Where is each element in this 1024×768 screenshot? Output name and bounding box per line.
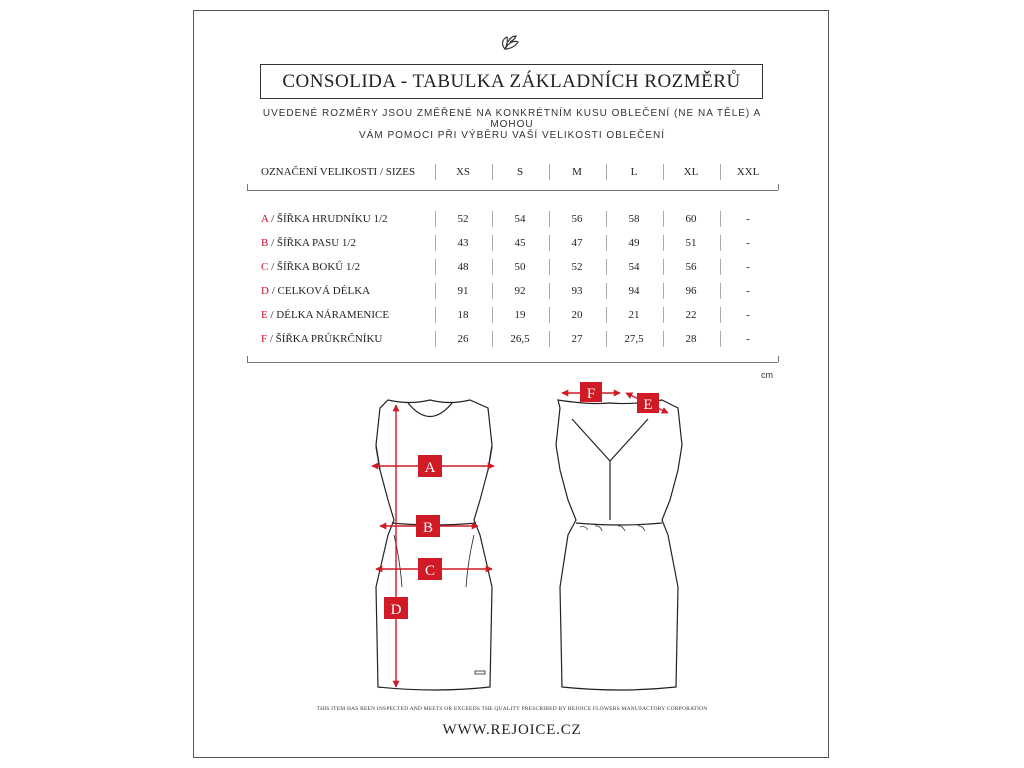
- column-divider: [720, 235, 721, 251]
- column-divider: [549, 235, 550, 251]
- column-divider: [492, 211, 493, 227]
- cell-e-xxl: -: [746, 309, 750, 321]
- cell-c-m: 52: [571, 261, 583, 273]
- size-header-xs: XS: [455, 166, 471, 178]
- size-header-m: M: [572, 166, 582, 178]
- column-divider: [492, 164, 493, 180]
- cell-f-l: 27,5: [624, 333, 644, 345]
- cell-f-xxl: -: [746, 333, 750, 345]
- quality-note: THIS ITEM HAS BEEN INSPECTED AND MEETS OR EXCEEDS THE QUALITY PRESCRIBED BY REJOICE FLOWERS MANUFACTORY CORPORATION: [316, 706, 708, 712]
- cell-e-xs: 18: [457, 309, 469, 321]
- tag-d-text: D: [390, 602, 402, 618]
- sizes-header-label: OZNAČENÍ VELIKOSTI / SIZES: [261, 166, 416, 178]
- column-divider: [549, 331, 550, 347]
- cell-a-s: 54: [514, 213, 526, 225]
- cell-c-xxl: -: [746, 261, 750, 273]
- column-divider: [606, 211, 607, 227]
- column-divider: [492, 307, 493, 323]
- measurement-note: [250, 108, 774, 141]
- cell-e-xl: 22: [685, 309, 697, 321]
- column-divider: [606, 331, 607, 347]
- column-divider: [606, 283, 607, 299]
- column-divider: [663, 307, 664, 323]
- footer-rule: [247, 362, 778, 363]
- column-divider: [663, 331, 664, 347]
- cell-c-l: 54: [628, 261, 640, 273]
- cell-a-m: 56: [571, 213, 583, 225]
- column-divider: [720, 307, 721, 323]
- column-divider: [606, 235, 607, 251]
- tag-b-text: B: [422, 520, 434, 536]
- page-title: CONSOLIDA - TABULKA ZÁKLADNÍCH ROZMĚRŮ: [260, 64, 763, 99]
- column-divider: [492, 259, 493, 275]
- column-divider: [549, 211, 550, 227]
- column-divider: [435, 283, 436, 299]
- column-divider: [492, 331, 493, 347]
- tag-a-text: A: [424, 460, 436, 476]
- cell-c-xs: 48: [457, 261, 469, 273]
- dress-front: [376, 400, 492, 690]
- column-divider: [435, 164, 436, 180]
- column-divider: [663, 235, 664, 251]
- rule-tick: [247, 356, 248, 362]
- row-label-f: F / ŠÍŘKA PRŮKRČNÍKU: [261, 333, 383, 345]
- column-divider: [435, 235, 436, 251]
- column-divider: [720, 331, 721, 347]
- column-divider: [492, 235, 493, 251]
- column-divider: [663, 164, 664, 180]
- cell-b-xl: 51: [685, 237, 697, 249]
- cell-e-m: 20: [571, 309, 583, 321]
- column-divider: [720, 211, 721, 227]
- tag-f-text: F: [586, 386, 596, 402]
- column-divider: [663, 259, 664, 275]
- size-header-s: S: [516, 166, 524, 178]
- column-divider: [606, 307, 607, 323]
- cell-d-m: 93: [571, 285, 583, 297]
- column-divider: [549, 307, 550, 323]
- flower-bud-icon: [499, 33, 523, 51]
- cell-c-xl: 56: [685, 261, 697, 273]
- measurement-note-line-1: UVEDENÉ ROZMĚRY JSOU ZMĚŘENÉ NA KONKRÉTNÍM KUSU OBLEČENÍ (NE NA TĚLE) A MOHOU: [262, 108, 762, 130]
- cell-f-m: 27: [571, 333, 583, 345]
- column-divider: [435, 211, 436, 227]
- cell-d-l: 94: [628, 285, 640, 297]
- cell-e-l: 21: [628, 309, 640, 321]
- rule-tick: [778, 356, 779, 362]
- cell-b-l: 49: [628, 237, 640, 249]
- row-label-b: B / ŠÍŘKA PASU 1/2: [261, 237, 356, 249]
- measurement-note-line-2: VÁM POMOCI PŘI VÝBĚRU VAŠÍ VELIKOSTI OBLEČENÍ: [359, 130, 665, 141]
- column-divider: [492, 283, 493, 299]
- dress-back: [556, 400, 682, 690]
- cell-d-xl: 96: [685, 285, 697, 297]
- rule-tick: [247, 184, 248, 190]
- header-rule: [247, 190, 778, 191]
- cell-f-xs: 26: [457, 333, 469, 345]
- tag-c-text: C: [424, 563, 436, 579]
- column-divider: [606, 259, 607, 275]
- unit-label: cm: [761, 370, 773, 380]
- measurement-markers: [372, 393, 668, 687]
- cell-d-xxl: -: [746, 285, 750, 297]
- cell-d-xs: 91: [457, 285, 469, 297]
- row-label-a: A / ŠÍŘKA HRUDNÍKU 1/2: [261, 213, 388, 225]
- cell-a-xs: 52: [457, 213, 469, 225]
- column-divider: [549, 259, 550, 275]
- website-url[interactable]: WWW.REJOICE.CZ: [442, 722, 582, 738]
- size-table: [245, 156, 780, 366]
- size-header-l: L: [630, 166, 638, 178]
- size-header-xxl: XXL: [736, 166, 760, 178]
- column-divider: [663, 211, 664, 227]
- cell-b-xxl: -: [746, 237, 750, 249]
- column-divider: [720, 164, 721, 180]
- cell-a-l: 58: [628, 213, 640, 225]
- cell-b-m: 47: [571, 237, 583, 249]
- column-divider: [435, 307, 436, 323]
- cell-f-xl: 28: [685, 333, 697, 345]
- rule-tick: [778, 184, 779, 190]
- cell-c-s: 50: [514, 261, 526, 273]
- row-label-e: E / DÉLKA NÁRAMENICE: [261, 309, 390, 321]
- cell-a-xl: 60: [685, 213, 697, 225]
- column-divider: [435, 259, 436, 275]
- row-label-d: D / CELKOVÁ DÉLKA: [261, 285, 371, 297]
- column-divider: [435, 331, 436, 347]
- cell-d-s: 92: [514, 285, 526, 297]
- column-divider: [720, 259, 721, 275]
- cell-f-s: 26,5: [510, 333, 530, 345]
- size-header-xl: XL: [683, 166, 699, 178]
- row-label-c: C / ŠÍŘKA BOKŮ 1/2: [261, 261, 361, 273]
- cell-b-s: 45: [514, 237, 526, 249]
- tag-e-text: E: [643, 397, 653, 413]
- cell-b-xs: 43: [457, 237, 469, 249]
- cell-e-s: 19: [514, 309, 526, 321]
- column-divider: [549, 164, 550, 180]
- dress-diagram: [340, 375, 690, 695]
- column-divider: [720, 283, 721, 299]
- column-divider: [663, 283, 664, 299]
- column-divider: [549, 283, 550, 299]
- measurement-tags: [384, 382, 659, 619]
- cell-a-xxl: -: [746, 213, 750, 225]
- column-divider: [606, 164, 607, 180]
